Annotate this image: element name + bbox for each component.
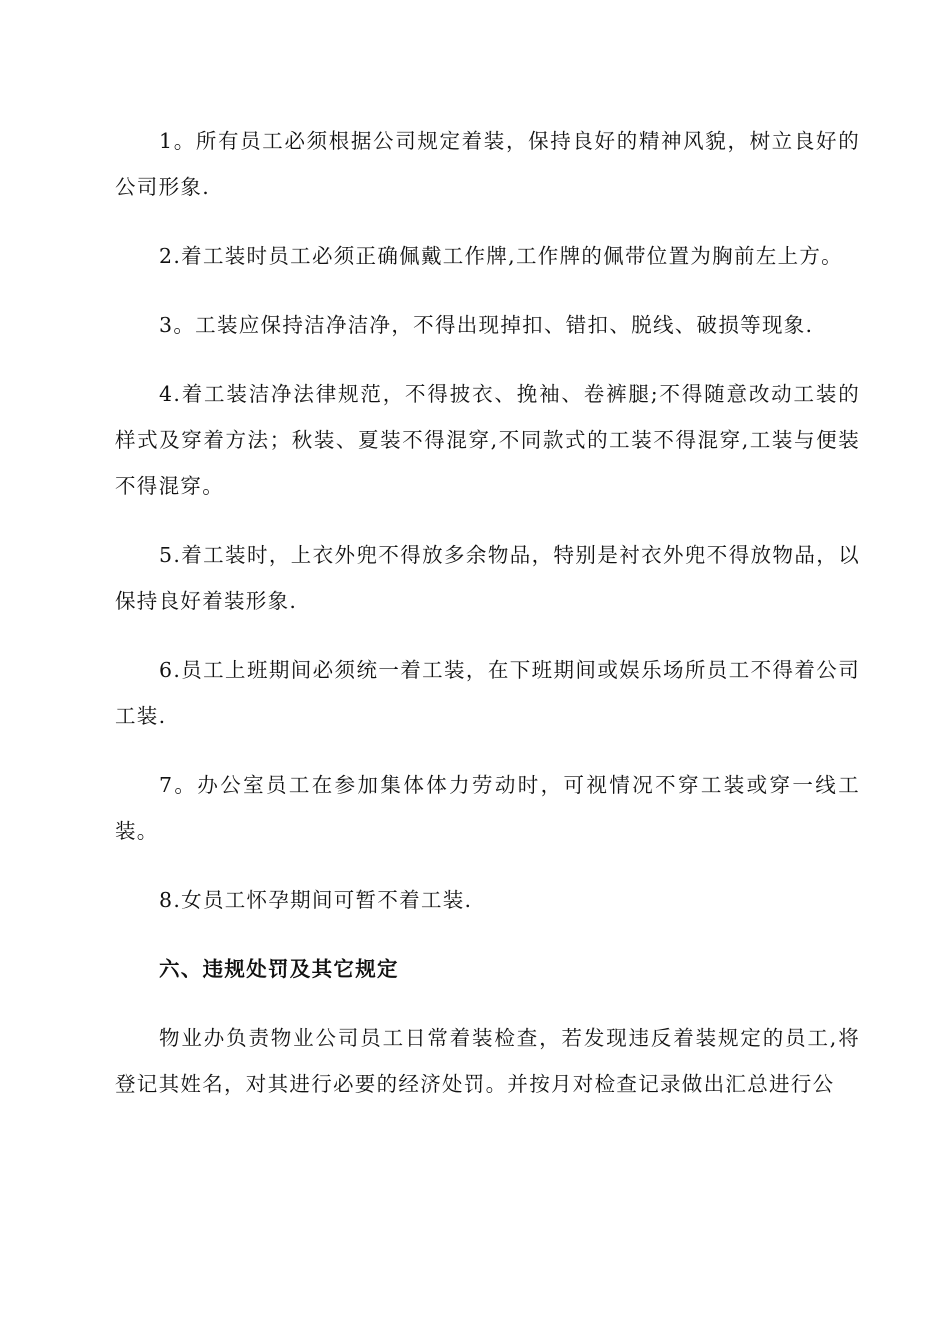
rule-item-5: 5.着工装时，上衣外兜不得放多余物品，特别是衬衣外兜不得放物品，以保持良好着装形象. bbox=[115, 543, 860, 613]
rule-item-4: 4.着工装洁净法律规范，不得披衣、挽袖、卷裤腿;不得随意改动工装的样式及穿着方法；秋装、夏装不得混穿,不同款式的工装不得混穿,工装与便装不得混穿。 bbox=[115, 382, 860, 498]
rule-item-2: 2.着工装时员工必须正确佩戴工作牌,工作牌的佩带位置为胸前左上方。 bbox=[159, 244, 843, 268]
rule-item-7: 7。办公室员工在参加集体体力劳动时，可视情况不穿工装或穿一线工装。 bbox=[115, 773, 860, 843]
rule-item-3: 3。工装应保持洁净洁净，不得出现掉扣、错扣、脱线、破损等现象. bbox=[159, 313, 814, 337]
rule-item-1: 1。所有员工必须根据公司规定着装，保持良好的精神风貌，树立良好的公司形象. bbox=[115, 129, 860, 199]
rule-item-6: 6.员工上班期间必须统一着工装，在下班期间或娱乐场所员工不得着公司工装. bbox=[115, 658, 860, 728]
section-heading: 六、违规处罚及其它规定 bbox=[159, 957, 399, 981]
document-body bbox=[115, 118, 860, 1107]
closing-paragraph: 物业办负责物业公司员工日常着装检查，若发现违反着装规定的员工,将登记其姓名，对其进行必要的经济处罚。并按月对检查记录做出汇总进行公 bbox=[115, 1026, 860, 1096]
rule-item-8: 8.女员工怀孕期间可暂不着工装. bbox=[159, 888, 473, 912]
